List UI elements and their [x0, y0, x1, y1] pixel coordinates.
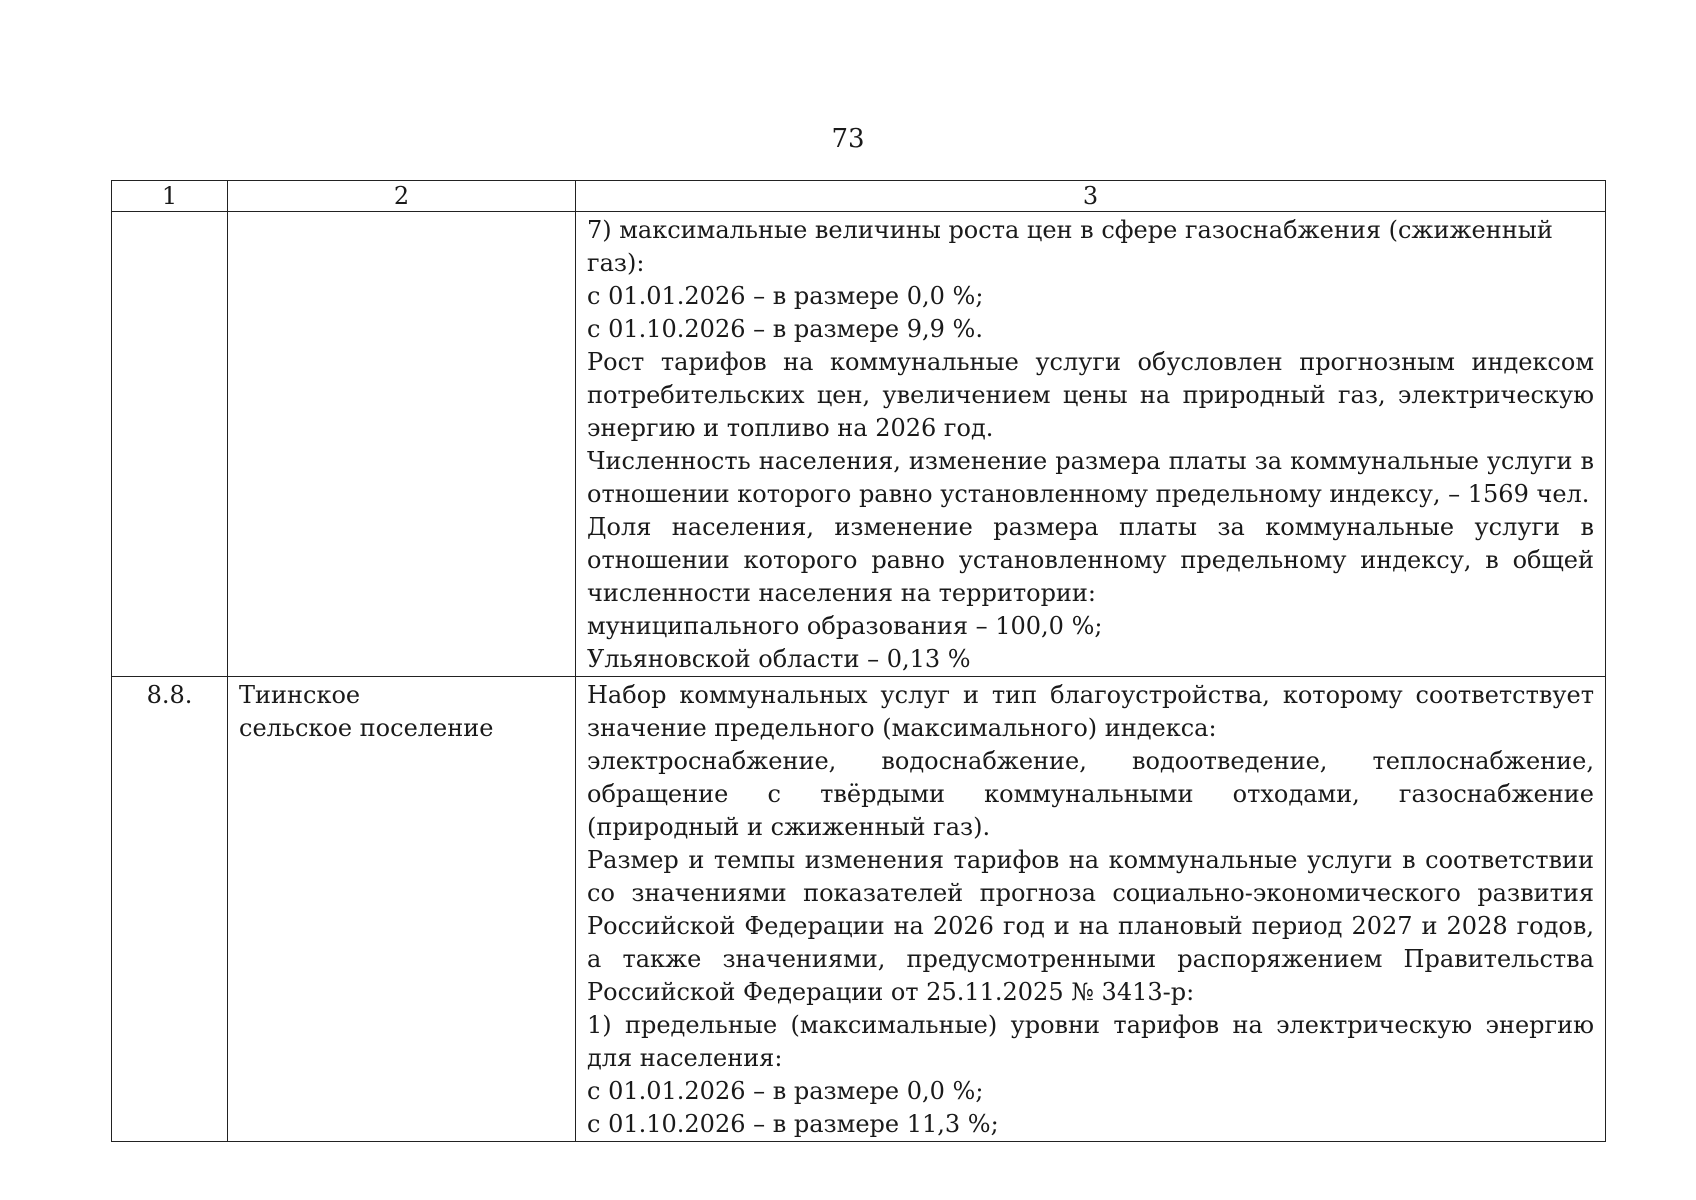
content-paragraph: Доля населения, изменение размера платы за коммунальные услуги в отношении которого равно установленному предельному индексу, в общей численности населения на территории: — [587, 513, 1594, 607]
content-line: Ульяновской области – 0,13 % — [587, 645, 971, 673]
content-paragraph: Рост тарифов на коммунальные услуги обусловлен прогнозным индексом потребительских цен, увеличением цены на природный газ, электрическую энергию и топливо на 2026 год. — [587, 348, 1594, 442]
description-cell — [576, 677, 1606, 1142]
settlement-name-cell — [228, 677, 576, 1142]
content-line: муниципального образования – 100,0 %; — [587, 612, 1103, 640]
content-line: 7) максимальные величины роста цен в сфере газоснабжения (сжиженный газ): — [587, 216, 1553, 277]
header-col-1: 1 — [112, 181, 228, 212]
content-paragraph: Размер и темпы изменения тарифов на коммунальные услуги в соответствии со значениями показателей прогноза социально-экономического развития Российской Федерации на 2026 год и на плановый период 2027 и 2028 годов, а также значениями, предусмотренными распоряжением Правительства Российской Федерации от 25.11.2025 № 3413-р: — [587, 846, 1594, 1006]
row-number-cell — [112, 212, 228, 677]
content-line: с 01.10.2026 – в размере 9,9 %. — [587, 315, 983, 343]
page-number: 73 — [831, 124, 865, 154]
content-paragraph: электроснабжение, водоснабжение, водоотведение, теплоснабжение, обращение с твёрдыми коммунальными отходами, газоснабжение (природный и сжиженный газ). — [587, 747, 1594, 841]
description-cell — [576, 212, 1606, 677]
content-paragraph: Численность населения, изменение размера платы за коммунальные услуги в отношении которого равно установленному предельному индексу, – 1569 чел. — [587, 447, 1594, 508]
content-line: с 01.01.2026 – в размере 0,0 %; — [587, 282, 984, 310]
row-number-cell: 8.8. — [112, 677, 228, 1142]
table-row — [112, 677, 1606, 1142]
table-header-row — [112, 181, 1606, 212]
settlement-name-cell — [228, 212, 576, 677]
settlement-name-line: Тиинское — [239, 681, 361, 709]
header-col-3: 3 — [576, 181, 1606, 212]
content-line: с 01.10.2026 – в размере 11,3 %; — [587, 1110, 999, 1138]
content-paragraph: 1) предельные (максимальные) уровни тарифов на электрическую энергию для населения: — [587, 1011, 1594, 1072]
tariff-table — [111, 180, 1606, 1142]
table-row — [112, 212, 1606, 677]
content-line: с 01.01.2026 – в размере 0,0 %; — [587, 1077, 984, 1105]
header-col-2: 2 — [228, 181, 576, 212]
settlement-name-line: сельское поселение — [239, 714, 494, 742]
content-paragraph: Набор коммунальных услуг и тип благоустройства, которому соответствует значение предельного (максимального) индекса: — [587, 681, 1594, 742]
